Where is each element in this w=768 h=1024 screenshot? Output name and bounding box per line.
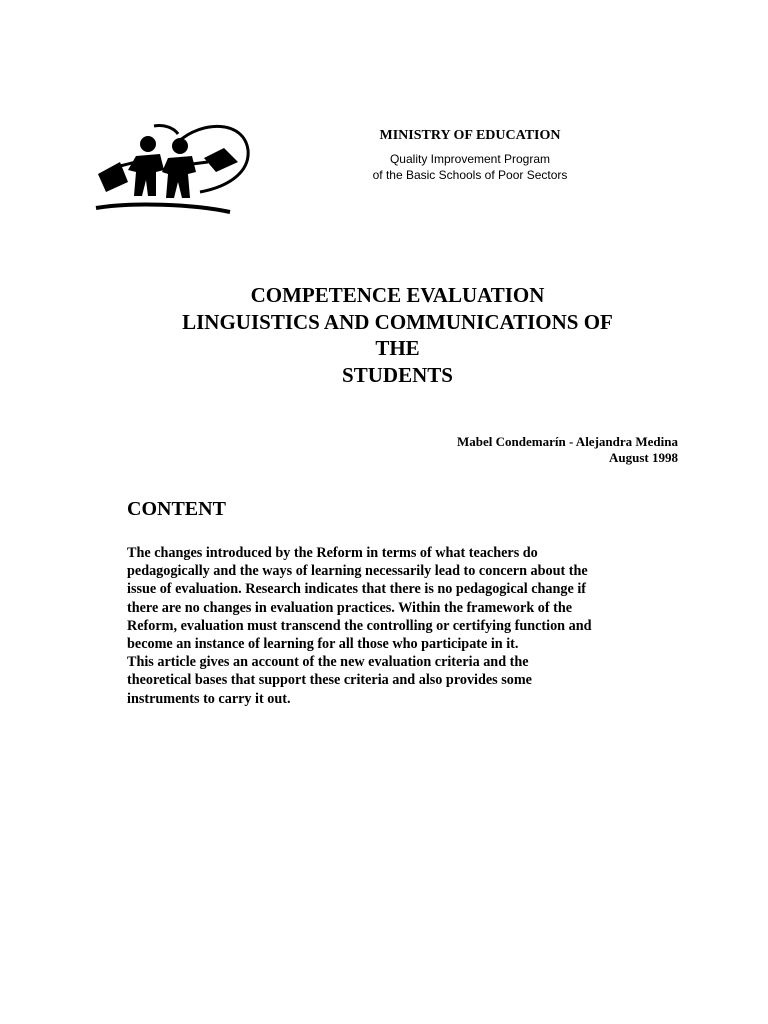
program-line-2: of the Basic Schools of Poor Sectors bbox=[372, 168, 568, 182]
paragraph-line: issue of evaluation. Research indicates that there is no pedagogical change if bbox=[127, 581, 586, 598]
document-title bbox=[100, 282, 695, 388]
ministry-name: MINISTRY OF EDUCATION bbox=[379, 128, 561, 143]
title-line-2: LINGUISTICS AND COMMUNICATIONS OF bbox=[182, 309, 613, 334]
title-line-4: STUDENTS bbox=[342, 362, 453, 387]
paragraph-line: pedagogically and the ways of learning necessarily lead to concern about the bbox=[127, 563, 588, 580]
paragraph-line: theoretical bases that support these criteria and also provides some bbox=[127, 672, 532, 689]
paragraph-line: This article gives an account of the new evaluation criteria and the bbox=[127, 654, 529, 671]
program-line-1: Quality Improvement Program bbox=[389, 152, 551, 166]
header bbox=[300, 127, 640, 183]
title-line-3: THE bbox=[375, 336, 420, 360]
paragraph-line: Reform, evaluation must transcend the controlling or certifying function and bbox=[127, 617, 592, 634]
paragraph-line: there are no changes in evaluation practices. Within the framework of the bbox=[127, 599, 573, 616]
publication-date: August 1998 bbox=[609, 450, 678, 465]
author-names: Mabel Condemarín - Alejandra Medina bbox=[457, 434, 678, 449]
content-paragraph bbox=[127, 544, 682, 708]
paragraph-line: The changes introduced by the Reform in terms of what teachers do bbox=[127, 545, 538, 561]
authors-block bbox=[457, 434, 678, 466]
title-line-1: COMPETENCE EVALUATION bbox=[250, 283, 545, 307]
paragraph-line: instruments to carry it out. bbox=[127, 690, 291, 707]
children-reading-books-logo-icon bbox=[92, 122, 252, 218]
content-heading: CONTENT bbox=[127, 498, 226, 520]
paragraph-line: become an instance of learning for all those who participate in it. bbox=[127, 636, 519, 653]
